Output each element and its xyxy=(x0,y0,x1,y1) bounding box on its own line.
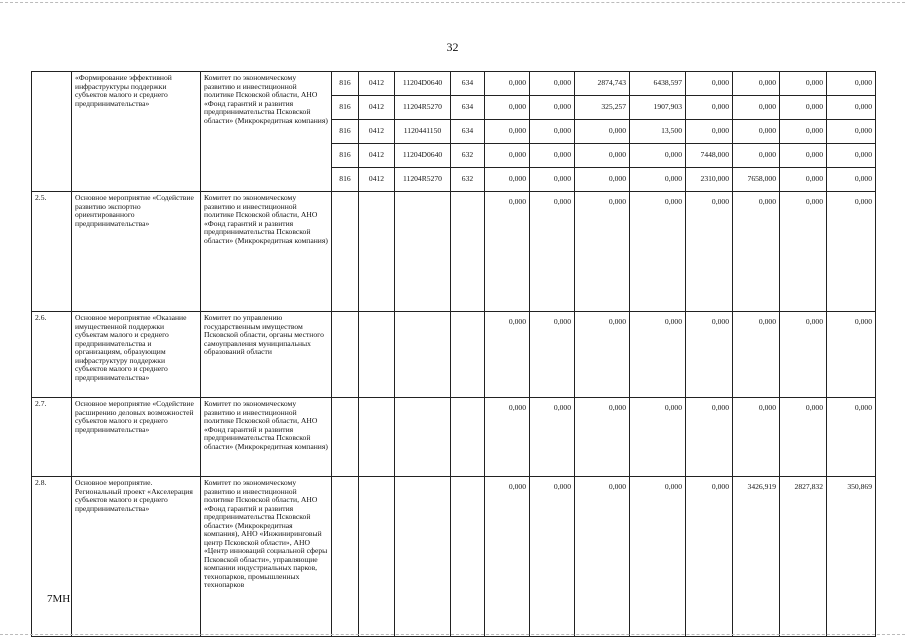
amount-cell: 0,000 xyxy=(485,168,530,192)
amount-cell: 0,000 xyxy=(780,312,827,398)
footer-code: 7МН xyxy=(47,593,71,605)
amount-cell: 0,000 xyxy=(686,72,733,96)
top-scan-edge xyxy=(0,2,905,3)
grbs-cell xyxy=(332,192,359,312)
expense-type-cell: 634 xyxy=(451,72,485,96)
section-cell: 0412 xyxy=(359,168,395,192)
target-article-cell xyxy=(395,312,451,398)
amount-cell: 0,000 xyxy=(780,120,827,144)
expense-type-cell xyxy=(451,398,485,477)
grbs-cell: 816 xyxy=(332,144,359,168)
amount-cell: 0,000 xyxy=(530,312,575,398)
amount-cell: 325,257 xyxy=(575,96,630,120)
amount-cell: 0,000 xyxy=(686,398,733,477)
page-number: 32 xyxy=(446,40,459,54)
amount-cell: 0,000 xyxy=(630,192,686,312)
amount-cell: 0,000 xyxy=(733,144,780,168)
measure-name-cell: Основное мероприятие. Региональный проект «Акселерация субъектов малого и среднего предпринимательства» xyxy=(72,477,201,637)
amount-cell: 0,000 xyxy=(575,192,630,312)
row-number-cell: 2.6. xyxy=(32,312,72,398)
bottom-scan-edge xyxy=(0,634,905,635)
amount-cell: 0,000 xyxy=(733,398,780,477)
grbs-cell xyxy=(332,312,359,398)
target-article-cell: 11204R5270 xyxy=(395,96,451,120)
target-article-cell: 11204D0640 xyxy=(395,72,451,96)
amount-cell: 0,000 xyxy=(827,120,876,144)
table-row xyxy=(32,72,876,96)
amount-cell: 0,000 xyxy=(733,120,780,144)
table-row xyxy=(32,192,876,312)
amount-cell: 0,000 xyxy=(733,96,780,120)
executor-cell: Комитет по экономическому развитию и инвестиционной политике Псковской области, АНО «Фонд гарантий и развития предпринимательства Псковской области» (Микрокредитная компания) xyxy=(201,192,332,312)
amount-cell: 2827,832 xyxy=(780,477,827,637)
amount-cell: 0,000 xyxy=(485,72,530,96)
amount-cell: 0,000 xyxy=(686,477,733,637)
amount-cell: 0,000 xyxy=(575,398,630,477)
grbs-cell xyxy=(332,477,359,637)
target-article-cell: 11204R5270 xyxy=(395,168,451,192)
expense-type-cell xyxy=(451,192,485,312)
grbs-cell: 816 xyxy=(332,120,359,144)
amount-cell: 0,000 xyxy=(630,312,686,398)
amount-cell: 0,000 xyxy=(485,398,530,477)
section-cell xyxy=(359,477,395,637)
amount-cell: 0,000 xyxy=(827,398,876,477)
table-row xyxy=(32,477,876,637)
amount-cell: 0,000 xyxy=(780,96,827,120)
amount-cell: 0,000 xyxy=(530,192,575,312)
amount-cell: 0,000 xyxy=(686,96,733,120)
amount-cell: 0,000 xyxy=(485,312,530,398)
amount-cell: 3426,919 xyxy=(733,477,780,637)
section-cell xyxy=(359,312,395,398)
amount-cell: 0,000 xyxy=(733,312,780,398)
amount-cell: 0,000 xyxy=(530,120,575,144)
grbs-cell: 816 xyxy=(332,96,359,120)
grbs-cell: 816 xyxy=(332,72,359,96)
amount-cell: 0,000 xyxy=(485,144,530,168)
section-cell: 0412 xyxy=(359,144,395,168)
amount-cell: 0,000 xyxy=(827,96,876,120)
amount-cell: 0,000 xyxy=(575,312,630,398)
amount-cell: 0,000 xyxy=(485,96,530,120)
amount-cell: 0,000 xyxy=(780,192,827,312)
amount-cell: 0,000 xyxy=(827,192,876,312)
row-number-cell: 2.8. xyxy=(32,477,72,637)
expense-type-cell: 632 xyxy=(451,144,485,168)
grbs-cell: 816 xyxy=(332,168,359,192)
amount-cell: 0,000 xyxy=(530,398,575,477)
target-article-cell: 1120441150 xyxy=(395,120,451,144)
expense-type-cell xyxy=(451,477,485,637)
amount-cell: 0,000 xyxy=(630,144,686,168)
section-cell: 0412 xyxy=(359,72,395,96)
table-row xyxy=(32,312,876,398)
target-article-cell xyxy=(395,192,451,312)
amount-cell: 0,000 xyxy=(630,398,686,477)
expense-type-cell xyxy=(451,312,485,398)
amount-cell: 7448,000 xyxy=(686,144,733,168)
target-article-cell xyxy=(395,477,451,637)
amount-cell: 0,000 xyxy=(575,144,630,168)
row-number-cell: 2.5. xyxy=(32,192,72,312)
amount-cell: 0,000 xyxy=(530,72,575,96)
row-number-cell: 2.7. xyxy=(32,398,72,477)
amount-cell: 0,000 xyxy=(780,72,827,96)
amount-cell: 2874,743 xyxy=(575,72,630,96)
amount-cell: 0,000 xyxy=(780,398,827,477)
target-article-cell xyxy=(395,398,451,477)
section-cell: 0412 xyxy=(359,96,395,120)
amount-cell: 0,000 xyxy=(780,168,827,192)
amount-cell: 7658,000 xyxy=(733,168,780,192)
budget-table xyxy=(31,71,876,637)
amount-cell: 6438,597 xyxy=(630,72,686,96)
amount-cell: 0,000 xyxy=(733,192,780,312)
amount-cell: 0,000 xyxy=(827,312,876,398)
amount-cell: 350,869 xyxy=(827,477,876,637)
measure-name-cell: Основное мероприятие «Содействие развитию экспортно ориентированного предпринимательства» xyxy=(72,192,201,312)
table-row xyxy=(32,398,876,477)
measure-name-cell: Основное мероприятие «Содействие расширению деловых возможностей субъектов малого и среднего предпринимательства» xyxy=(72,398,201,477)
amount-cell: 0,000 xyxy=(733,72,780,96)
amount-cell: 0,000 xyxy=(827,144,876,168)
amount-cell: 1907,903 xyxy=(630,96,686,120)
expense-type-cell: 632 xyxy=(451,168,485,192)
amount-cell: 0,000 xyxy=(575,168,630,192)
expense-type-cell: 634 xyxy=(451,96,485,120)
section-cell xyxy=(359,192,395,312)
amount-cell: 0,000 xyxy=(780,144,827,168)
row-number-cell xyxy=(32,72,72,192)
amount-cell: 0,000 xyxy=(686,312,733,398)
amount-cell: 0,000 xyxy=(485,120,530,144)
amount-cell: 0,000 xyxy=(827,72,876,96)
amount-cell: 0,000 xyxy=(575,477,630,637)
amount-cell: 13,500 xyxy=(630,120,686,144)
executor-cell: Комитет по управлению государственным имуществом Псковской области, органы местного самоуправления муниципальных образований области xyxy=(201,312,332,398)
executor-cell: Комитет по экономическому развитию и инвестиционной политике Псковской области, АНО «Фонд гарантий и развития предпринимательства Псковской области» (Микрокредитная компания), АНО «Инжиниринговый центр Псковской области», АНО «Центр инноваций социальной сферы Псковской области», управляющие компании индустриальных парков, технопарков, промышленных технопарков xyxy=(201,477,332,637)
measure-name-cell: Основное мероприятие «Оказание имущественной поддержки субъектам малого и среднего предпринимательства и организациям, образующим инфраструктуру поддержки субъектов малого и среднего предпринимательства» xyxy=(72,312,201,398)
table-body xyxy=(32,72,876,637)
measure-name-cell: «Формирование эффективной инфраструктуры поддержки субъектов малого и среднего предпринимательства» xyxy=(72,72,201,192)
executor-cell: Комитет по экономическому развитию и инвестиционной политике Псковской области, АНО «Фонд гарантий и развития предпринимательства Псковской области» (Микрокредитная компания) xyxy=(201,72,332,192)
expense-type-cell: 634 xyxy=(451,120,485,144)
amount-cell: 0,000 xyxy=(827,168,876,192)
amount-cell: 0,000 xyxy=(575,120,630,144)
target-article-cell: 11204D0640 xyxy=(395,144,451,168)
amount-cell: 0,000 xyxy=(630,168,686,192)
amount-cell: 2310,000 xyxy=(686,168,733,192)
amount-cell: 0,000 xyxy=(530,96,575,120)
amount-cell: 0,000 xyxy=(530,477,575,637)
amount-cell: 0,000 xyxy=(530,168,575,192)
grbs-cell xyxy=(332,398,359,477)
amount-cell: 0,000 xyxy=(485,477,530,637)
amount-cell: 0,000 xyxy=(485,192,530,312)
amount-cell: 0,000 xyxy=(630,477,686,637)
section-cell xyxy=(359,398,395,477)
amount-cell: 0,000 xyxy=(530,144,575,168)
section-cell: 0412 xyxy=(359,120,395,144)
amount-cell: 0,000 xyxy=(686,120,733,144)
executor-cell: Комитет по экономическому развитию и инвестиционной политике Псковской области, АНО «Фонд гарантий и развития предпринимательства Псковской области» (Микрокредитная компания) xyxy=(201,398,332,477)
amount-cell: 0,000 xyxy=(686,192,733,312)
